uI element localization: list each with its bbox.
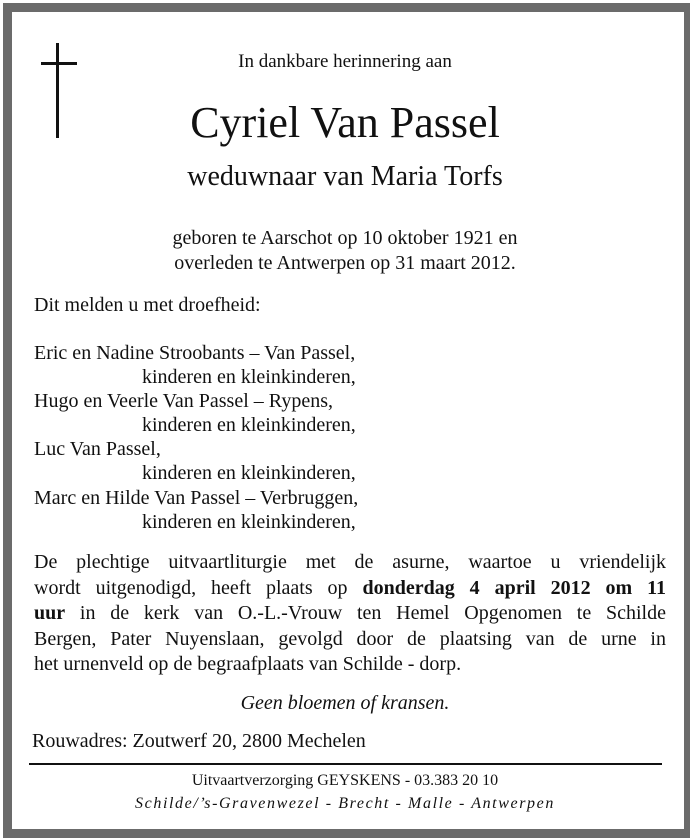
undertaker-line: Uitvaartverzorging GEYSKENS - 03.383 20 10 bbox=[191, 772, 499, 789]
announcement-text: Dit melden u met droefheid: bbox=[34, 294, 261, 316]
mourning-address: Rouwadres: Zoutwerf 20, 2800 Mechelen bbox=[32, 730, 366, 752]
intro-text: In dankbare herinnering aan bbox=[238, 51, 452, 72]
ceremony-paragraph bbox=[34, 550, 666, 678]
family-member-name: Eric en Nadine Stroobants – Van Passel, bbox=[34, 342, 356, 364]
ceremony-text: wordt uitgenodigd, heeft plaats op bbox=[34, 576, 348, 599]
ceremony-line: het urnenveld op de begraafplaats van Schilde - dorp. bbox=[34, 653, 462, 675]
birth-line: geboren te Aarschot op 10 oktober 1921 en bbox=[172, 227, 518, 249]
ceremony-line bbox=[34, 601, 666, 627]
family-member-name: Marc en Hilde Van Passel – Verbruggen, bbox=[34, 487, 359, 509]
widower-line: weduwnaar van Maria Torfs bbox=[187, 161, 503, 192]
family-member-sub: kinderen en kleinkinderen, bbox=[142, 366, 356, 388]
ceremony-line bbox=[34, 576, 666, 602]
family-member-sub: kinderen en kleinkinderen, bbox=[142, 511, 356, 533]
family-member-sub: kinderen en kleinkinderen, bbox=[142, 414, 356, 436]
ceremony-text: in de kerk van O.-L.-Vrouw ten Hemel Opgenomen te Schilde bbox=[79, 602, 666, 624]
family-member-sub: kinderen en kleinkinderen, bbox=[142, 462, 356, 484]
ceremony-date: donderdag 4 april 2012 om 11 bbox=[362, 576, 666, 599]
no-flowers-note: Geen bloemen of kransen. bbox=[240, 692, 450, 714]
footer-divider bbox=[29, 763, 662, 765]
family-member-name: Luc Van Passel, bbox=[34, 438, 161, 460]
death-line: overleden te Antwerpen op 31 maart 2012. bbox=[174, 252, 516, 274]
ceremony-date: uur bbox=[34, 602, 66, 624]
deceased-name: Cyriel Van Passel bbox=[190, 98, 500, 147]
undertaker-locations: Schilde/’s-Gravenwezel - Brecht - Malle - Antwerpen bbox=[135, 795, 555, 812]
ceremony-line: De plechtige uitvaartliturgie met de asurne, waartoe u vriendelijk bbox=[34, 551, 666, 573]
family-member-name: Hugo en Veerle Van Passel – Rypens, bbox=[34, 390, 333, 412]
ceremony-line: Bergen, Pater Nuyenslaan, gevolgd door de plaatsing van de urne in bbox=[34, 627, 666, 650]
